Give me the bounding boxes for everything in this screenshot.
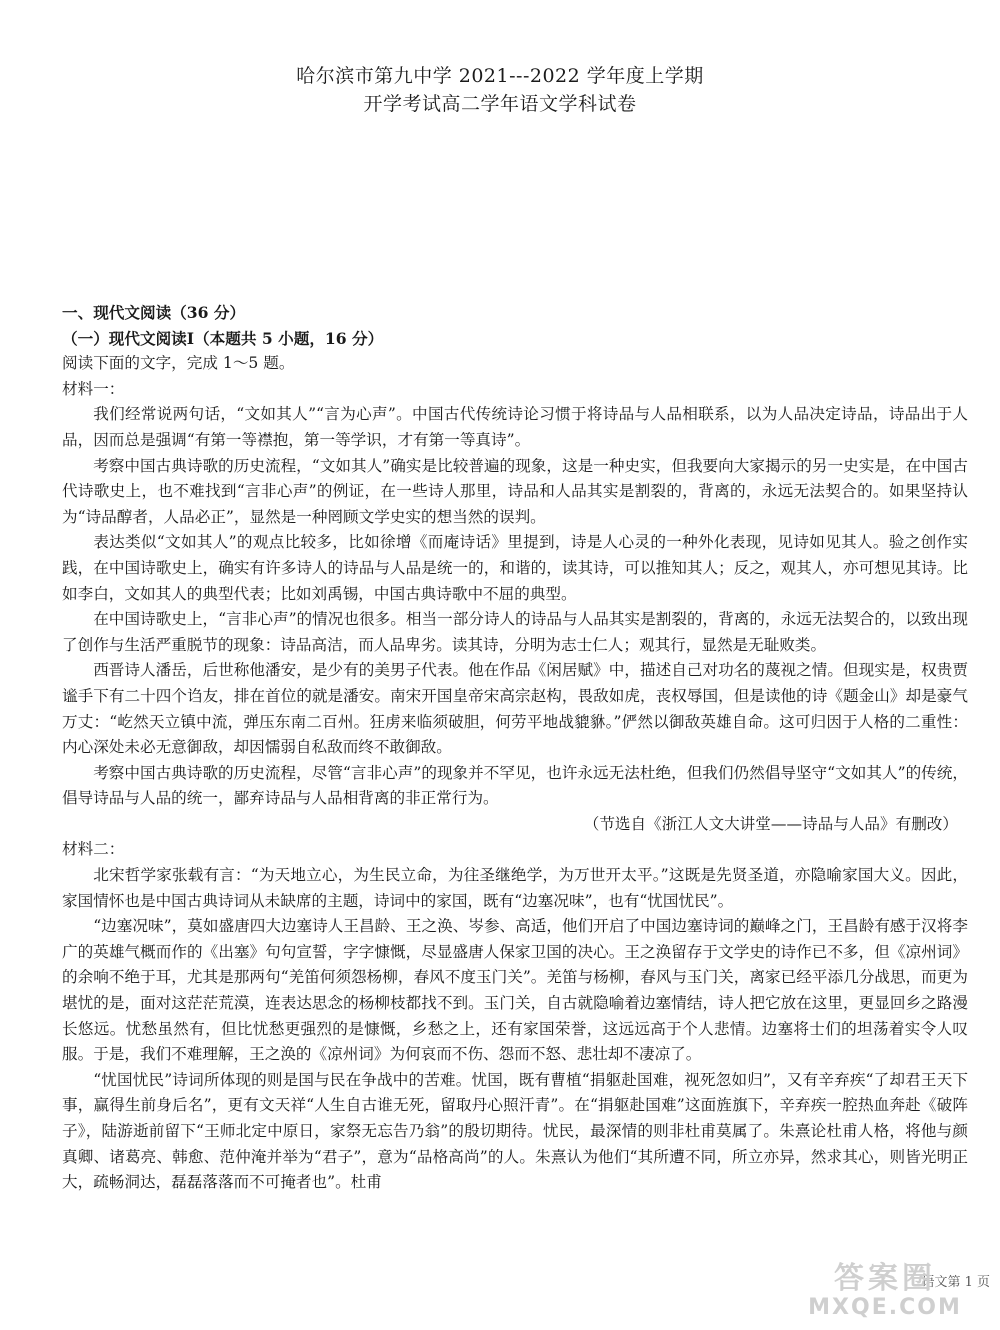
- material-2-paragraph: 北宋哲学家张载有言：“为天地立心，为生民立命，为往圣继绝学，为万世开太平。”这既是先贤圣道，亦隐喻家国大义。因此，家国情怀也是中国古典诗词从未缺席的主题，诗词中的家国，既有“边塞况味”，也有“忧国忧民”。: [62, 866, 968, 910]
- material-1-source: （节选自《浙江人文大讲堂——诗品与人品》有删改）: [583, 814, 958, 833]
- site-watermark: [790, 1262, 980, 1322]
- material-1-paragraph: 考察中国古典诗歌的历史流程，尽管“言非心声”的现象并不罕见，也许永远无法杜绝，但我们仍然倡导坚守“文如其人”的传统，倡导诗品与人品的统一，鄙弃诗品与人品相背离的非正常行为。: [62, 763, 968, 808]
- material-1-paragraph: 西晋诗人潘岳，后世称他潘安，是少有的美男子代表。他在作品《闲居赋》中，描述自己对功名的蔑视之情。但现实是，权贵贾谧手下有二十四个诌友，排在首位的就是潘安。南宋开国皇帝宋高宗赵构，畏敌如虎，丧权辱国，但是读他的诗《题金山》却是豪气万丈：“屹然天立镇中流，弹压东南二百州。狂虏来临须破胆，何劳平地战貔貅。”俨然以御敌英雄自命。这可归因于人格的二重性：内心深处未必无意御敌，却因懦弱自私敌而终不敢御敌。: [62, 661, 968, 757]
- title-line-1: 哈尔滨市第九中学 2021---2022 学年度上学期: [296, 65, 704, 87]
- material-1-paragraph: 在中国诗歌史上，“言非心声”的情况也很多。相当一部分诗人的诗品与人品其实是割裂的，背离的，永远无法契合的，以致出现了创作与生活严重脱节的现象：诗品高洁，而人品卑劣。读其诗，分明为志士仁人；观其行，显然是无耻败类。: [62, 610, 968, 654]
- material-2-paragraph: “边塞况味”，莫如盛唐四大边塞诗人王昌龄、王之涣、岑参、高适，他们开启了中国边塞诗词的巅峰之门，王昌龄有感于汉将李广的英雄气概而作的《出塞》句句宣誓，字字慷慨，尽显盛唐人保家卫国的决心。王之涣留存于文学史的诗作已不多，但《凉州词》的余响不绝于耳，尤其是那两句“羌笛何须怨杨柳，春风不度玉门关”。羌笛与杨柳，春风与玉门关，离家已经平添几分战思，而更为堪忧的是，面对这茫茫荒漠，连表达思念的杨柳枝都找不到。玉门关，自古就隐喻着边塞情结，诗人把它放在这里，更显回乡之路漫长悠远。忧愁虽然有，但比忧愁更强烈的是慷慨，乡愁之上，还有家国荣誉，这远远高于个人悲情。边塞将士们的坦荡着实令人叹服。于是，我们不难理解，王之涣的《凉州词》为何哀而不伤、怨而不怒、悲壮却不凄凉了。: [62, 917, 968, 1064]
- page-number: 语文第 1 页: [921, 1275, 990, 1290]
- title-line-2: 开学考试高二学年语文学科试卷: [363, 93, 637, 115]
- section-heading: 一、现代文阅读（36 分）: [62, 303, 246, 322]
- instruction-text: 阅读下面的文字，完成 1～5 题。: [62, 354, 295, 373]
- material-1-paragraph: 我们经常说两句话，“文如其人”“言为心声”。中国古代传统诗论习惯于将诗品与人品相联系，以为人品决定诗品，诗品出于人品，因而总是强调“有第一等襟抱，第一等学识，才有第一等真诗”。: [62, 405, 968, 449]
- material-2-paragraph: “忧国忧民”诗词所体现的则是国与民在争战中的苦难。忧国，既有曹植“捐躯赴国难，视死忽如归”，又有辛弃疾“了却君王天下事，赢得生前身后名”，更有文天祥“人生自古谁无死，留取丹心照汗青”。在“捐躯赴国难”这面旌旗下，辛弃疾一腔热血奔赴《破阵子》，陆游逝前留下“王师北定中原日，家祭无忘告乃翁”的殷切期待。忧民，最深情的则非杜甫莫属了。朱熹论杜甫人格，将他与颜真卿、诸葛亮、韩愈、范仲淹并举为“君子”，意为“品格高尚”的人。朱熹认为他们“其所遭不同，所立亦异，然求其心，则皆光明正大，疏畅洞达，磊磊落落而不可掩者也”。杜甫: [62, 1070, 968, 1192]
- watermark-line-2: MXQE.COM: [808, 1295, 962, 1320]
- exam-title: [0, 62, 1000, 118]
- material-2-label: 材料二：: [62, 840, 125, 859]
- material-1-label: 材料一：: [62, 379, 125, 398]
- material-1-paragraph: 表达类似“文如其人”的观点比较多，比如徐增《而庵诗话》里提到，诗是人心灵的一种外化表现，见诗如见其人。验之创作实践，在中国诗歌史上，确实有许多诗人的诗品与人品是统一的，和谐的，读其诗，可以推知其人；反之，观其人，亦可想见其诗。比如李白，文如其人的典型代表；比如刘禹锡，中国古典诗歌中不屈的典型。: [62, 533, 968, 603]
- material-1-paragraph: 考察中国古典诗歌的历史流程，“文如其人”确实是比较普遍的现象，这是一种史实，但我要向大家揭示的另一史实是，在中国古代诗歌史上，也不难找到“言非心声”的例证，在一些诗人那里，诗品和人品其实是割裂的，背离的，永远无法契合的。如果坚持认为“诗品醇者，人品必正”，显然是一种罔顾文学史实的想当然的误判。: [62, 456, 968, 526]
- watermark-line-1: 答案圈: [834, 1261, 936, 1296]
- subsection-heading: （一）现代文阅读Ⅰ（本题共 5 小题，16 分）: [62, 328, 384, 348]
- exam-content: [62, 300, 968, 1196]
